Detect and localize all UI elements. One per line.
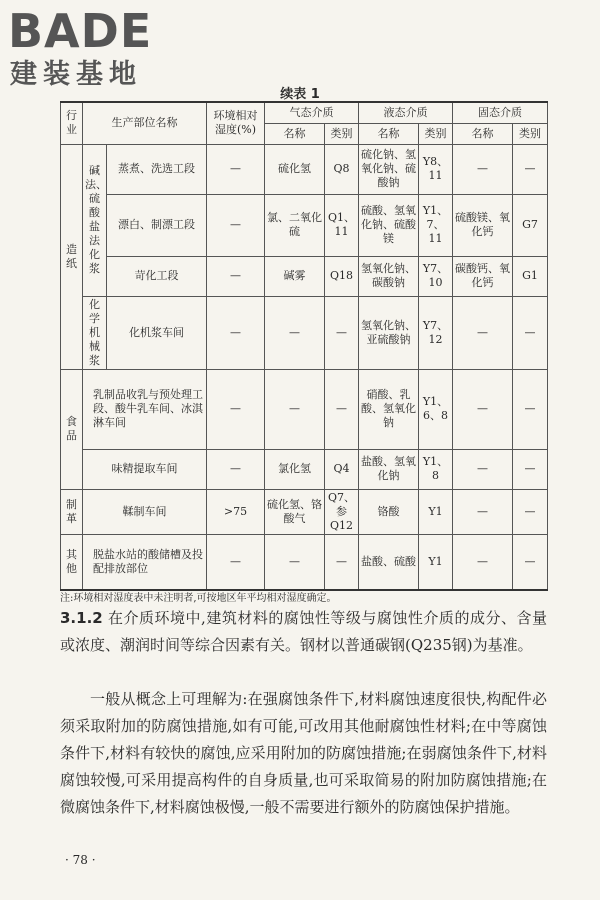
cell-solid-category: — (513, 449, 548, 489)
cell-liquid-name: 硫酸、氢氧化钠、硫酸镁 (359, 194, 419, 256)
header-industry: 行业 (61, 102, 83, 144)
cell-liquid-category: Y1 (419, 534, 453, 590)
cell-gas-category: Q8 (325, 144, 359, 194)
cell-liquid-name: 铬酸 (359, 489, 419, 534)
paragraph-2: 一般从概念上可理解为:在强腐蚀条件下,材料腐蚀速度很快,构配件必须采取附加的防腐蚀措施,如有可能,可改用其他耐腐蚀性材料;在中等腐蚀条件下,材料有较快的腐蚀,应采用附加的防腐蚀措施;在弱腐蚀条件下,材料腐蚀较慢,可采用提高构件的自身质量,也可采取简易的附加防腐蚀措施;在微腐蚀条件下,材料腐蚀极慢,一般不需要进行额外的防腐蚀保护措施。 (60, 690, 547, 816)
cell-liquid-category: Y1、6、8 (419, 369, 453, 449)
cell-liquid-name: 盐酸、硫酸 (359, 534, 419, 590)
paragraph-1 (60, 605, 547, 659)
cell-solid-category: — (513, 296, 548, 369)
cell-gas-name: 氯化氢 (265, 449, 325, 489)
cell-humidity: — (207, 144, 265, 194)
header-humidity: 环境相对湿度(%) (207, 102, 265, 144)
cell-gas-name: — (265, 534, 325, 590)
table-note: 注:环境相对湿度表中未注明者,可按地区年平均相对湿度确定。 (60, 593, 337, 604)
table-row (61, 144, 548, 194)
cell-gas-category: Q7、参Q12 (325, 489, 359, 534)
cell-solid-category: G1 (513, 256, 548, 296)
cell-humidity: — (207, 256, 265, 296)
cell-humidity: — (207, 296, 265, 369)
cell-humidity: — (207, 534, 265, 590)
cell-gas-name: 氯、二氧化硫 (265, 194, 325, 256)
group-paper: 造纸 (61, 144, 83, 369)
cell-unit: 脱盐水站的酸储槽及投配排放部位 (83, 534, 207, 590)
group-alkali: 碱法、硫酸盐法化浆 (83, 144, 107, 296)
group-leather: 制革 (61, 489, 83, 534)
subheader-solid-category: 类别 (513, 123, 548, 144)
cell-humidity: >75 (207, 489, 265, 534)
cell-humidity: — (207, 449, 265, 489)
cell-liquid-name: 硝酸、乳酸、氢氧化钠 (359, 369, 419, 449)
page-number: · 78 · (65, 853, 96, 867)
table-row (61, 296, 548, 369)
cell-liquid-name: 盐酸、氢氧化钠 (359, 449, 419, 489)
cell-gas-category: Q4 (325, 449, 359, 489)
cell-liquid-category: Y1 (419, 489, 453, 534)
cell-gas-name: — (265, 296, 325, 369)
cell-solid-name: — (453, 534, 513, 590)
subheader-solid-name: 名称 (453, 123, 513, 144)
cell-gas-category: Q18 (325, 256, 359, 296)
logo-word: BADE (8, 4, 153, 58)
subheader-gas-name: 名称 (265, 123, 325, 144)
cell-liquid-category: Y1、8 (419, 449, 453, 489)
cell-solid-name: — (453, 296, 513, 369)
medium-table (60, 101, 548, 591)
cell-solid-name: — (453, 369, 513, 449)
cell-unit: 化机浆车间 (107, 296, 207, 369)
cell-liquid-category: Y7、12 (419, 296, 453, 369)
group-other: 其他 (61, 534, 83, 590)
table-row (61, 534, 548, 590)
subheader-liquid-category: 类别 (419, 123, 453, 144)
publisher-logo (8, 6, 188, 92)
cell-gas-category: — (325, 369, 359, 449)
cell-humidity: — (207, 369, 265, 449)
subheader-gas-category: 类别 (325, 123, 359, 144)
cell-gas-name: 硫化氢、铬酸气 (265, 489, 325, 534)
cell-liquid-category: Y7、10 (419, 256, 453, 296)
cell-gas-category: — (325, 534, 359, 590)
cell-solid-category: — (513, 369, 548, 449)
cell-solid-name: 碳酸钙、氧化钙 (453, 256, 513, 296)
table-row (61, 489, 548, 534)
cell-unit: 苛化工段 (107, 256, 207, 296)
header-row (61, 102, 548, 123)
paragraph-1-text: 在介质环境中,建筑材料的腐蚀性等级与腐蚀性介质的成分、含量或浓度、潮润时间等综合因素有关。钢材以普通碳钢(Q235钢)为基准。 (60, 609, 547, 654)
cell-liquid-name: 氢氧化钠、亚硫酸钠 (359, 296, 419, 369)
cell-liquid-category: Y8、11 (419, 144, 453, 194)
table-row (61, 256, 548, 296)
header-solid: 固态介质 (453, 102, 548, 123)
section-number: 3.1.2 (60, 609, 103, 627)
group-food: 食品 (61, 369, 83, 489)
cell-humidity: — (207, 194, 265, 256)
cell-unit: 蒸煮、洗选工段 (107, 144, 207, 194)
cell-solid-name: 硫酸镁、氧化钙 (453, 194, 513, 256)
cell-gas-name: — (265, 369, 325, 449)
header-unit: 生产部位名称 (83, 102, 207, 144)
table-row (61, 449, 548, 489)
cell-gas-category: — (325, 296, 359, 369)
cell-liquid-category: Y1、7、11 (419, 194, 453, 256)
cell-solid-category: — (513, 144, 548, 194)
cell-solid-category: G7 (513, 194, 548, 256)
subheader-liquid-name: 名称 (359, 123, 419, 144)
cell-liquid-name: 硫化钠、氢氧化钠、硫酸钠 (359, 144, 419, 194)
cell-solid-category: — (513, 534, 548, 590)
cell-unit: 乳制品收乳与预处理工段、酸牛乳车间、冰淇淋车间 (83, 369, 207, 449)
table-caption: 续表 1 (280, 87, 320, 102)
cell-solid-category: — (513, 489, 548, 534)
logo-subtitle: 建装基地 (10, 59, 142, 90)
cell-gas-name: 碱雾 (265, 256, 325, 296)
cell-solid-name: — (453, 489, 513, 534)
header-liquid: 液态介质 (359, 102, 453, 123)
cell-solid-name: — (453, 449, 513, 489)
cell-gas-name: 硫化氢 (265, 144, 325, 194)
cell-unit: 味精提取车间 (83, 449, 207, 489)
table-row (61, 369, 548, 449)
cell-liquid-name: 氢氧化钠、碳酸钠 (359, 256, 419, 296)
group-chemmech: 化学机械浆 (83, 296, 107, 369)
cell-unit: 鞣制车间 (83, 489, 207, 534)
cell-unit: 漂白、制漂工段 (107, 194, 207, 256)
cell-solid-name: — (453, 144, 513, 194)
cell-gas-category: Q1、11 (325, 194, 359, 256)
table-row (61, 194, 548, 256)
header-gas: 气态介质 (265, 102, 359, 123)
